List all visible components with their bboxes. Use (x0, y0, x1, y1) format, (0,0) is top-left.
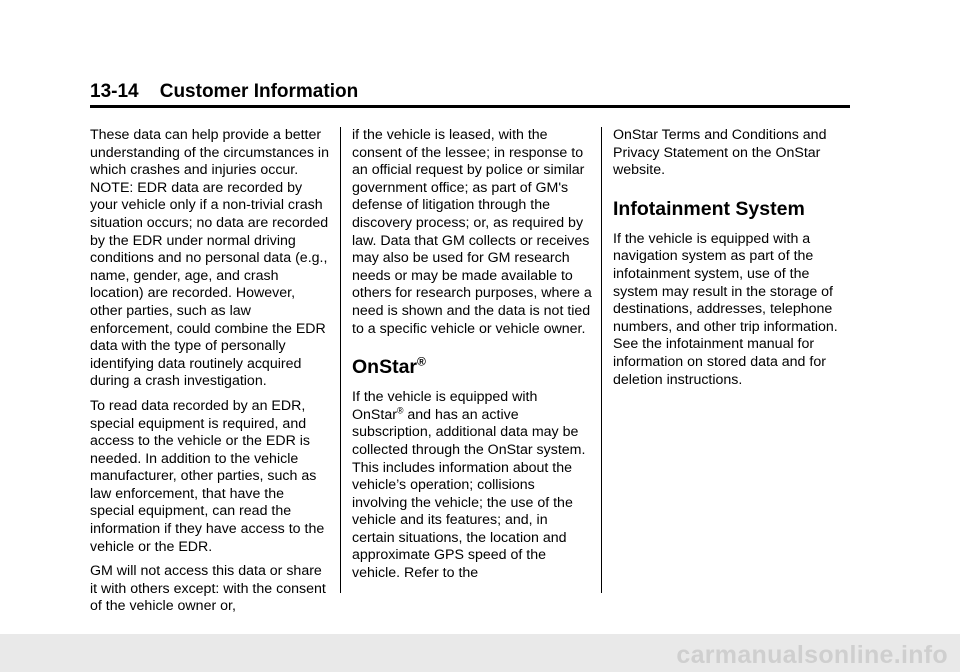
section-title: Customer Information (159, 81, 359, 102)
paragraph-text: and has an active subscription, additional data may be collected through the OnStar system. This includes information about the vehicle’s operation; collisions involving the vehicle; the use of the vehicle and its features; and, in certain situations, the location and approximate GPS speed of the vehicle. Refer to the (352, 406, 586, 582)
registered-mark: ® (417, 354, 426, 369)
column-2 (352, 127, 592, 590)
paragraph (352, 389, 592, 583)
watermark: carmanualsonline.info (676, 641, 948, 669)
paragraph: if the vehicle is leased, with the consent of the lessee; in response to an official request by police or similar government office; as part of GM's defense of litigation through the discovery process; or, as required by law. Data that GM collects or receives may also be used for GM research needs or may be made available to others for research purposes, where a need is shown and the data is not tied to a specific vehicle or vehicle owner. (352, 127, 592, 337)
paragraph-text: If the vehicle is equipped with OnStar (352, 389, 538, 423)
page-header (90, 80, 850, 108)
registered-mark: ® (396, 404, 404, 415)
section-heading-onstar (352, 356, 592, 378)
footer-bar (0, 634, 960, 672)
paragraph: GM will not access this data or share it with others except: with the consent of the vehicle owner or, (90, 563, 326, 615)
header-rule (90, 105, 850, 108)
paragraph: If the vehicle is equipped with a navigation system as part of the infotainment system, use of the system may result in the storage of destinations, addresses, telephone numbers, and other trip information. See the infotainment manual for information on stored data and for deletion instructions. (613, 230, 838, 388)
paragraph: OnStar Terms and Conditions and Privacy Statement on the OnStar website. (613, 127, 827, 179)
column-3 (613, 127, 853, 396)
column-1 (90, 127, 330, 623)
section-heading-infotainment: Infotainment System (613, 197, 805, 220)
column-divider (340, 127, 341, 593)
column-divider (601, 127, 602, 593)
paragraph: To read data recorded by an EDR, special equipment is required, and access to the vehicle or the EDR is needed. In addition to the vehicle manufacturer, other parties, such as law enforcement, that have the special equipment, can read the information if they have access to the vehicle or the EDR. (90, 397, 325, 555)
paragraph: These data can help provide a better understanding of the circumstances in which crashes and injuries occur. NOTE: EDR data are recorded by your vehicle only if a non-trivial crash situation occurs; no data are recorded by the EDR under normal driving conditions and no personal data (e.g., name, gender, age, and crash location) are recorded. However, other parties, such as law enforcement, could combine the EDR data with the type of personally identifying data routinely acquired during a crash investigation. (90, 127, 329, 390)
heading-text: OnStar (352, 356, 418, 379)
page-number: 13-14 (90, 81, 139, 102)
page-title (90, 80, 358, 104)
